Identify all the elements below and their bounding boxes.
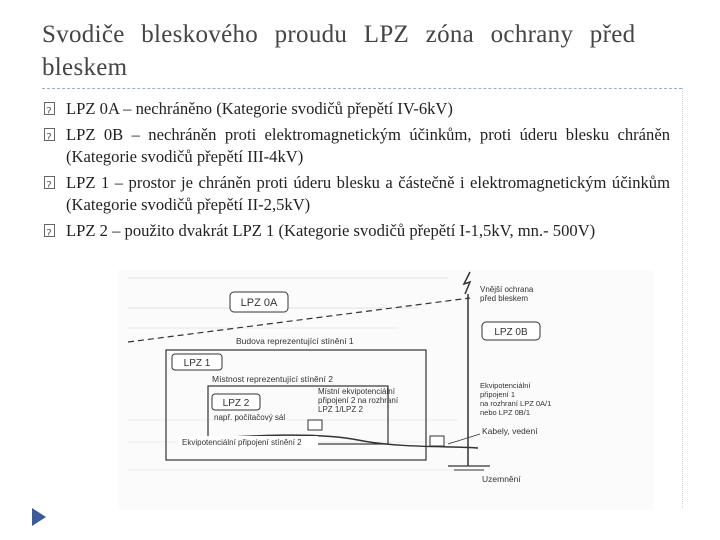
bullet-text: LPZ 0A – nechráněno (Kategorie svodičů přepětí IV-6kV) — [66, 99, 453, 118]
outer-protection-label — [480, 285, 534, 303]
bullet-box-icon — [44, 128, 55, 141]
svg-text:Vnější ochrana: Vnější ochrana — [480, 285, 534, 294]
svg-text:LPZ 2: LPZ 2 — [222, 398, 250, 409]
zone-lpz0a-label — [230, 292, 288, 312]
right-margin-line — [682, 88, 683, 508]
svg-text:Ekvipotenciální: Ekvipotenciální — [480, 381, 531, 390]
cables-label: Kabely, vedení — [482, 426, 538, 436]
svg-text:LPZ 0A: LPZ 0A — [240, 297, 278, 309]
bullet-item — [44, 124, 670, 168]
svg-text:před bleskem: před bleskem — [480, 294, 529, 303]
svg-text:LPZ 1/LPZ 2: LPZ 1/LPZ 2 — [318, 405, 363, 414]
svg-text:připojení 1: připojení 1 — [480, 390, 516, 399]
bonding-bar-1 — [430, 436, 444, 446]
room-shield-label: Místnost reprezentující stínění 2 — [212, 374, 333, 384]
zone-lpz2-label — [212, 394, 260, 410]
earthing-label: Uzemnění — [482, 474, 521, 484]
svg-text:LPZ 0B: LPZ 0B — [494, 327, 528, 338]
slide-nav-arrow-icon[interactable] — [30, 506, 48, 528]
bullet-item — [44, 220, 670, 242]
bullet-item — [44, 172, 670, 216]
svg-text:připojení 2 na rozhraní: připojení 2 na rozhraní — [318, 396, 399, 405]
bullet-box-icon — [44, 176, 55, 189]
bullet-box-icon — [44, 224, 55, 237]
bullet-box-icon — [44, 102, 55, 115]
equipment-label: např. počítačový sál — [214, 413, 286, 422]
svg-text:LPZ 1: LPZ 1 — [183, 358, 211, 369]
svg-text:na rozhraní LPZ 0A/1: na rozhraní LPZ 0A/1 — [480, 399, 552, 408]
svg-text:Místní ekvipotenciální: Místní ekvipotenciální — [318, 387, 395, 396]
slide-title: Svodiče bleskového proudu LPZ zóna ochrany před bleskem — [42, 21, 636, 81]
bullet-text: LPZ 2 – použito dvakrát LPZ 1 (Kategorie svodičů přepětí I-1,5kV, mn.- 500V) — [66, 221, 596, 240]
lpz-zone-diagram — [118, 270, 654, 510]
bullet-list — [44, 98, 670, 246]
title-divider — [42, 88, 682, 89]
svg-text:nebo LPZ 0B/1: nebo LPZ 0B/1 — [480, 408, 531, 417]
zone-lpz0b-label — [482, 322, 540, 340]
bonding-connection-label: Ekvipotenciální připojení stínění 2 — [182, 438, 302, 447]
bullet-text: LPZ 1 – prostor je chráněn proti úderu blesku a částečně i elektromagnetickým účinkům (Kategorie svodičů přepětí II-2,5kV) — [66, 173, 670, 214]
bullet-text: LPZ 0B – nechráněn proti elektromagnetickým účinkům, proti úderu blesku chráněn (Kategorie svodičů přepětí III-4kV) — [66, 125, 670, 166]
bullet-item — [44, 98, 670, 120]
building-shield-label: Budova reprezentující stínění 1 — [236, 336, 354, 346]
zone-lpz1-label — [172, 354, 222, 370]
bonding-bar-2 — [308, 420, 322, 430]
